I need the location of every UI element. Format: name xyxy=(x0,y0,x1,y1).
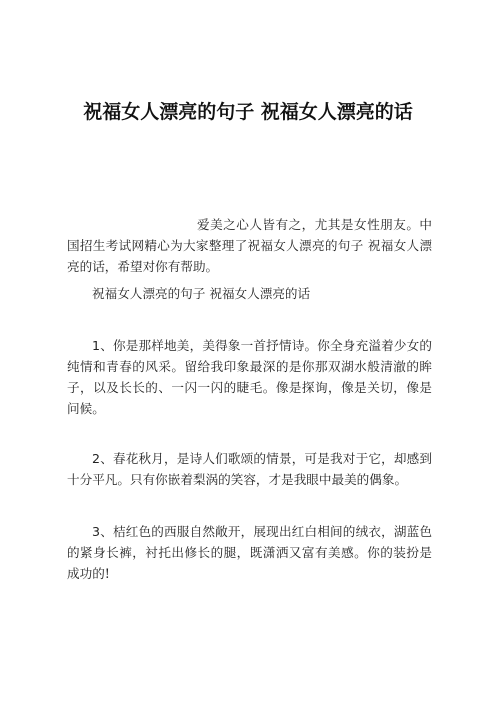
paragraph-text: 、桔红色的西服自然敞开，展现出红白相间的绒衣，湖蓝色的紧身长裤，衬托出修长的腿，既潇洒又富有美感。你的装扮是成功的! xyxy=(67,524,432,581)
paragraph-text: 、你是那样地美，美得象一首抒情诗。你全身充溢着少女的纯情和青春的风采。留给我印象最深的是你那双湖水般清澈的眸子，以及长长的、一闪一闪的睫毛。像是探询，像是关切，像是问候。 xyxy=(67,338,432,416)
paragraph-3 xyxy=(67,521,432,584)
paragraph-number: 1 xyxy=(92,338,101,353)
paragraph-number: 2 xyxy=(92,451,101,466)
paragraph-number: 3 xyxy=(92,524,101,539)
section-subheading: 祝福女人漂亮的句子 祝福女人漂亮的话 xyxy=(92,286,311,301)
intro-paragraph: 爱美之心人皆有之，尤其是女性朋友。中国招生考试网精心为大家整理了祝福女人漂亮的句子 祝福女人漂亮的话，希望对你有帮助。 xyxy=(67,217,432,274)
paragraph-1 xyxy=(67,335,432,419)
document-title: 祝福女人漂亮的句子 祝福女人漂亮的话 xyxy=(83,101,413,123)
paragraph-2 xyxy=(67,448,432,490)
paragraph-text: 、春花秋月，是诗人们歌颂的情景，可是我对于它，却感到十分平凡。只有你嵌着梨涡的笑容，才是我眼中最美的偶象。 xyxy=(67,451,432,487)
